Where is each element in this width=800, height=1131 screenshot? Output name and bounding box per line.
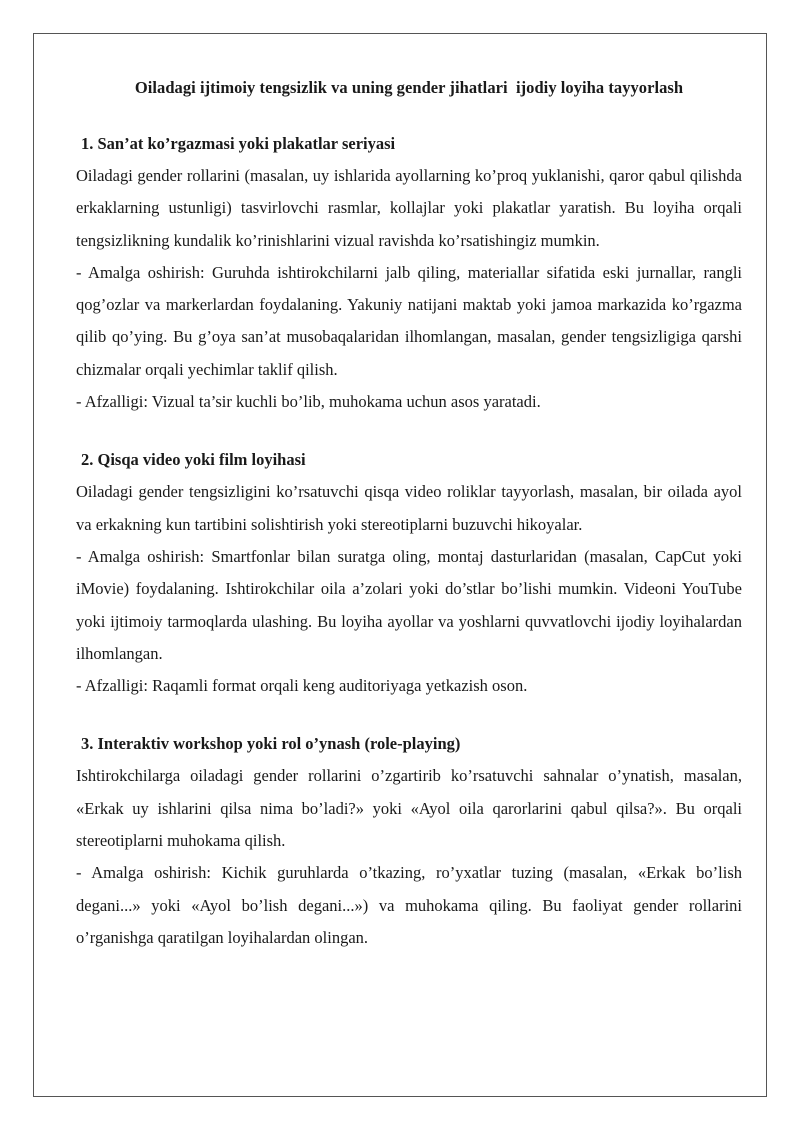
section-short-video — [76, 444, 742, 702]
section-advantage: - Afzalligi: Raqamli format orqali keng auditoriyaga yetkazish oson. — [76, 676, 528, 696]
section-implementation: - Amalga oshirish: Kichik guruhlarda o’tkazing, ro’yxatlar tuzing (masalan, «Erkak bo’lish degani...» yoki «Ayol bo’lish degani...») va muhokama qiling. Bu faoliyat gender rollarini o’rganishga qaratilgan loyihalardan olingan. — [76, 863, 742, 947]
section-implementation: - Amalga oshirish: Guruhda ishtirokchilarni jalb qiling, materiallar sifatida eski jurnallar, rangli qog’ozlar va markerlardan foydalaning. Yakuniy natijani maktab yoki jamoa markazida ko’rgazma qilib qo’ying. Bu g’oya san’at musobaqalaridan ilhomlangan, masalan, gender tengsizligiga qarshi chizmalar orqali yechimlar taklif qilish. — [76, 262, 742, 379]
section-description: Oiladagi gender rollarini (masalan, uy ishlarida ayollarning ko’proq yuklanishi, qaror qabul qilishda erkaklarning ustunligi) tasvirlovchi rasmlar, kollajlar yoki plakatlar yaratish. Bu loyiha orqali tengsizlikning kundalik ko’rinishlarini vizual ravishda ko’rsatishingiz mumkin. — [76, 166, 742, 250]
section-description: Oiladagi gender tengsizligini ko’rsatuvchi qisqa video roliklar tayyorlash, masalan, bir oilada ayol va erkakning kun tartibini solishtirish yoki stereotiplarni buzuvchi hikoyalar. — [76, 482, 742, 534]
section-heading: 1. San’at ko’rgazmasi yoki plakatlar seriyasi — [81, 134, 396, 153]
section-interactive-workshop — [76, 728, 742, 954]
section-art-exhibition — [76, 128, 742, 418]
document-body — [76, 74, 742, 954]
document-title: Oiladagi ijtimoiy tengsizlik va uning gender jihatlari ijodiy loyiha tayyorlash — [134, 78, 684, 97]
section-heading: 3. Interaktiv workshop yoki rol o’ynash (role-playing) — [81, 734, 461, 754]
section-implementation: - Amalga oshirish: Smartfonlar bilan suratga oling, montaj dasturlaridan (masalan, CapCut yoki iMovie) foydalaning. Ishtirokchilar oila a’zolari yoki do’stlar bo’lishi mumkin. Videoni YouTube yoki ijtimoiy tarmoqlarda ulashing. Bu loyiha ayollar va yoshlarni quvvatlovchi ijodiy loyihalardan ilhomlangan. — [76, 546, 742, 663]
section-advantage: - Afzalligi: Vizual ta’sir kuchli bo’lib, muhokama uchun asos yaratadi. — [76, 392, 541, 412]
section-description: Ishtirokchilarga oiladagi gender rollarini o’zgartirib ko’rsatuvchi sahnalar o’ynatish, masalan, «Erkak uy ishlarini qilsa nima bo’ladi?» yoki «Ayol oila qarorlarini qabul qilsa?». Bu orqali stereotiplarni muhokama qilish. — [76, 766, 742, 851]
section-heading: 2. Qisqa video yoki film loyihasi — [81, 450, 306, 470]
